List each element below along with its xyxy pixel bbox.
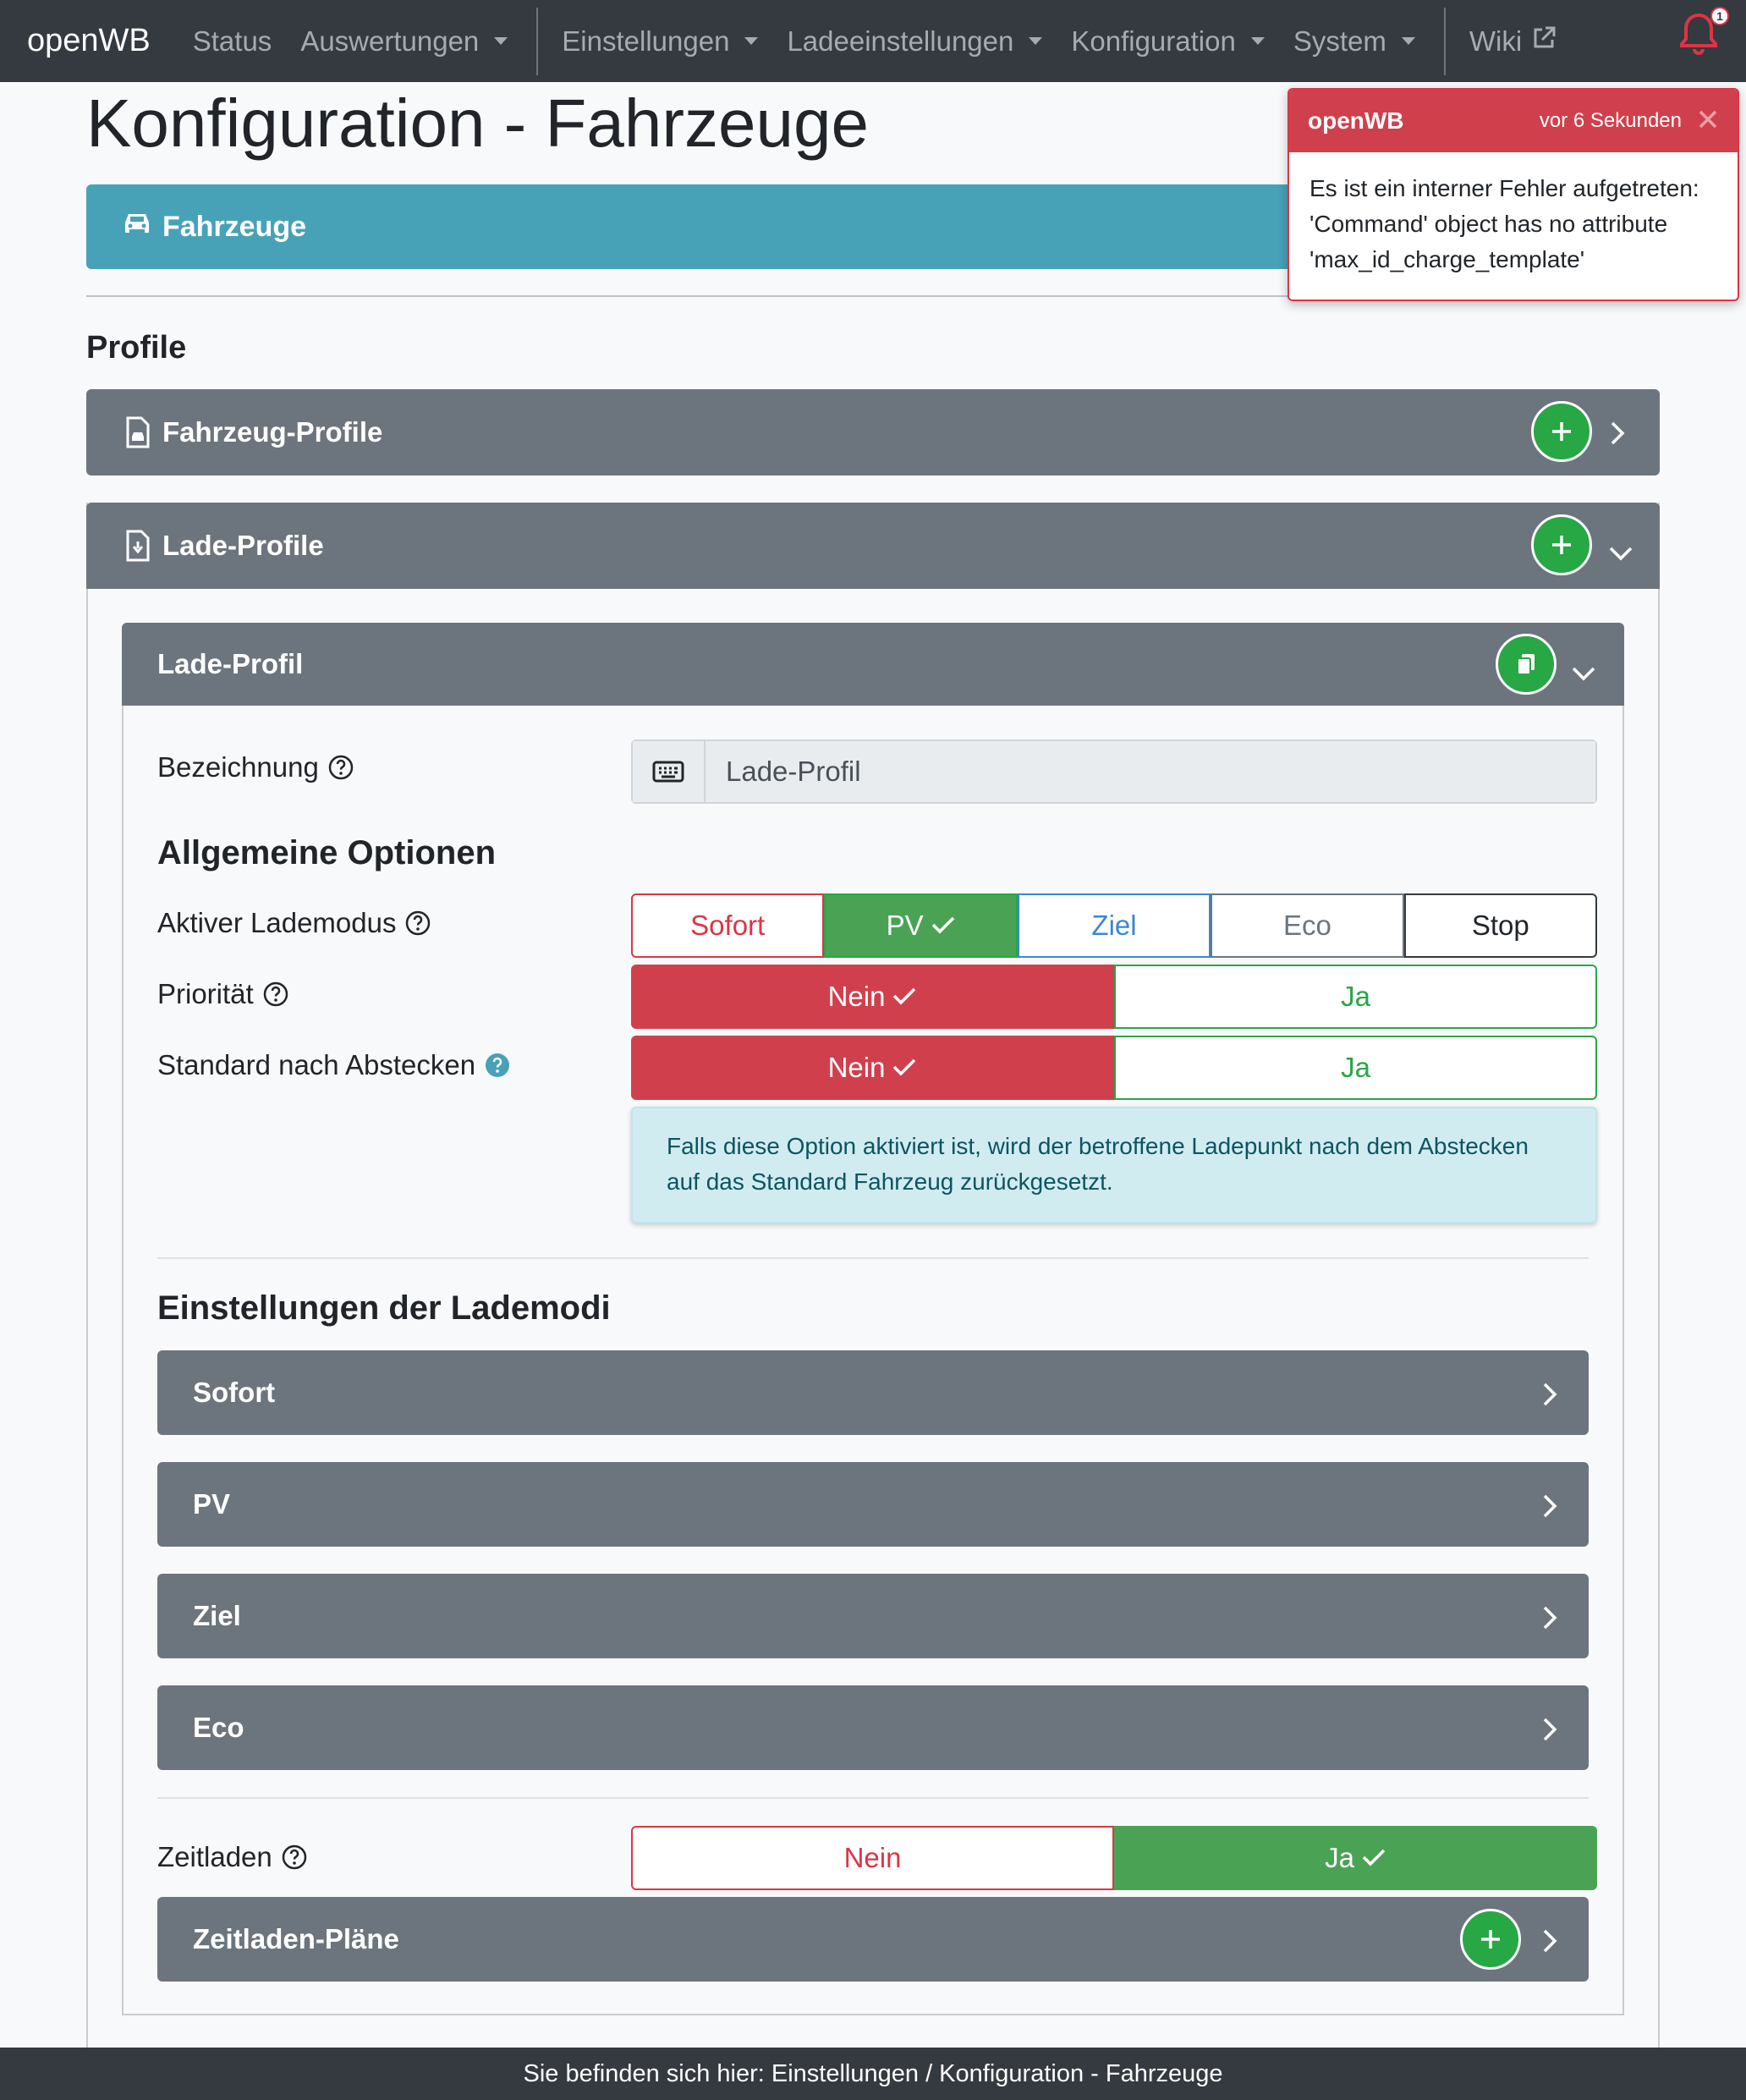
nav-konfiguration[interactable] [1071,25,1264,58]
checkmark-icon [892,1052,917,1084]
priority-yes-label: Ja [1341,981,1370,1012]
nav-status-label: Status [192,25,272,57]
nav-wiki-label: Wiki [1469,25,1523,57]
profiles-heading: Profile [86,330,187,366]
error-toast [1288,88,1739,301]
external-link-icon [1530,25,1557,58]
mode-stop-button[interactable] [1404,893,1597,958]
nav-divider [536,8,538,75]
mode-eco-label: Eco [1282,910,1331,941]
scheduled-no-button[interactable] [631,1826,1114,1890]
mode-section-pv-title: PV [193,1488,231,1520]
breadcrumb-footer: Sie befinden sich hier: Einstellungen / Konfiguration - Fahrzeuge [0,2048,1746,2100]
vehicle-profiles-title: Fahrzeug-Profile [162,416,383,448]
priority-button-group [631,965,1597,1029]
general-options-heading: Allgemeine Optionen [157,834,497,871]
caret-down-icon [744,37,758,45]
copy-profile-button[interactable] [1496,634,1557,695]
scheduled-label [157,1841,308,1873]
caret-down-icon [1402,37,1415,45]
active-mode-button-group [631,893,1597,958]
chevron-right-icon [1541,1604,1558,1638]
mode-sofort-button[interactable] [631,893,824,958]
caret-down-icon [1251,37,1265,45]
default-after-unplug-label [157,1049,511,1081]
nav-system-label: System [1293,25,1386,57]
mode-section-pv[interactable] [157,1462,1589,1547]
name-input[interactable] [706,741,1595,802]
priority-label-text: Priorität [157,978,254,1009]
divider [157,1257,1589,1259]
charge-profiles-card-header[interactable] [86,503,1660,589]
car-icon [122,211,152,244]
default-no-button[interactable] [631,1036,1114,1100]
charge-profiles-title: Lade-Profile [162,530,324,561]
name-input-group [631,739,1597,804]
mode-section-eco[interactable] [157,1685,1589,1770]
mode-stop-label: Stop [1471,910,1529,941]
mode-ziel-button[interactable] [1018,893,1211,958]
toast-message: Es ist ein interner Fehler aufgetreten: 'Command' object has no attribute 'max_id_charge_template' [1310,175,1699,272]
mode-eco-button[interactable] [1211,893,1403,958]
default-after-unplug-button-group [631,1036,1597,1100]
checkmark-icon [1361,1842,1386,1874]
nav-status[interactable] [193,25,272,58]
vehicles-card-title: Fahrzeuge [162,210,307,243]
chevron-right-icon [1541,1927,1558,1961]
chevron-right-icon[interactable] [1609,420,1626,454]
chevron-right-icon [1541,1381,1558,1415]
help-icon[interactable] [327,754,354,781]
add-vehicle-profile-button[interactable] [1531,401,1592,462]
active-mode-label-text: Aktiver Lademodus [157,907,397,938]
vehicle-profiles-card-header[interactable] [86,389,1660,476]
divider [157,1797,1589,1799]
page-title: Konfiguration - Fahrzeuge [86,85,869,161]
checkmark-icon [931,910,956,942]
priority-yes-button[interactable] [1114,965,1597,1029]
top-navbar [0,0,1746,82]
mode-ziel-label: Ziel [1091,910,1137,941]
nav-auswertungen[interactable] [300,25,508,58]
default-yes-label: Ja [1341,1052,1370,1083]
scheduled-plans-title: Zeitladen-Pläne [193,1923,399,1954]
scheduled-no-label: Nein [843,1842,902,1873]
caret-down-icon [494,37,508,45]
help-icon[interactable] [404,910,431,937]
priority-no-button[interactable] [631,965,1114,1029]
help-icon[interactable] [281,1844,308,1871]
nav-konfiguration-label: Konfiguration [1071,25,1236,57]
name-label [157,751,354,783]
toast-time: vor 6 Sekunden [1539,109,1682,132]
mode-pv-label: PV [886,910,924,941]
notification-badge: 1 [1710,7,1729,25]
default-after-unplug-label-text: Standard nach Abstecken [157,1049,476,1080]
add-scheduled-plan-button[interactable] [1460,1909,1521,1970]
chevron-right-icon [1541,1493,1558,1526]
priority-label [157,978,289,1010]
toast-title: openWB [1308,107,1404,134]
info-alert: Falls diese Option aktiviert ist, wird der betroffene Ladepunkt nach dem Abstecken auf das Standard Fahrzeug zurückgesetzt. [631,1107,1597,1223]
mode-sofort-label: Sofort [690,910,766,941]
nav-ladeeinstellungen[interactable] [787,25,1042,58]
document-plug-icon [125,530,151,562]
chevron-down-icon[interactable] [1570,657,1597,689]
charge-profile-title: Lade-Profil [157,648,304,679]
brand-logo[interactable]: openWB [27,23,151,58]
mode-section-eco-title: Eco [193,1712,244,1743]
nav-divider [1444,8,1446,75]
nav-einstellungen[interactable] [562,25,758,58]
keyboard-icon [633,741,706,802]
priority-no-label: Nein [827,981,886,1012]
nav-ladeeinstellungen-label: Ladeeinstellungen [787,25,1014,57]
scheduled-yes-label: Ja [1325,1842,1354,1873]
mode-pv-button[interactable] [824,893,1017,958]
active-mode-label [157,907,431,939]
scheduled-button-group [631,1826,1597,1890]
scheduled-label-text: Zeitladen [157,1841,272,1872]
caret-down-icon [1029,37,1042,45]
mode-settings-heading: Einstellungen der Lademodi [157,1289,611,1327]
nav-wiki[interactable] [1469,25,1557,58]
mode-section-sofort-title: Sofort [193,1377,276,1408]
charge-profile-card-header[interactable] [122,623,1624,706]
mode-section-ziel-title: Ziel [193,1600,241,1631]
mode-section-sofort[interactable] [157,1350,1589,1435]
document-car-icon [125,416,151,448]
nav-einstellungen-label: Einstellungen [562,25,730,57]
close-icon[interactable] [1697,108,1719,135]
toast-header [1289,90,1738,152]
scheduled-yes-button[interactable] [1114,1826,1597,1890]
default-no-label: Nein [827,1052,886,1083]
chevron-down-icon[interactable] [1607,536,1634,569]
nav-system[interactable] [1293,25,1415,58]
help-icon[interactable] [262,981,289,1008]
default-yes-button[interactable] [1114,1036,1597,1100]
add-charge-profile-button[interactable] [1531,514,1592,575]
chevron-right-icon [1541,1716,1558,1750]
nav-auswertungen-label: Auswertungen [300,25,480,57]
name-label-text: Bezeichnung [157,751,319,783]
checkmark-icon [892,981,917,1013]
mode-section-ziel[interactable] [157,1574,1589,1658]
help-icon[interactable] [484,1052,511,1079]
scheduled-plans-header[interactable] [157,1897,1589,1982]
